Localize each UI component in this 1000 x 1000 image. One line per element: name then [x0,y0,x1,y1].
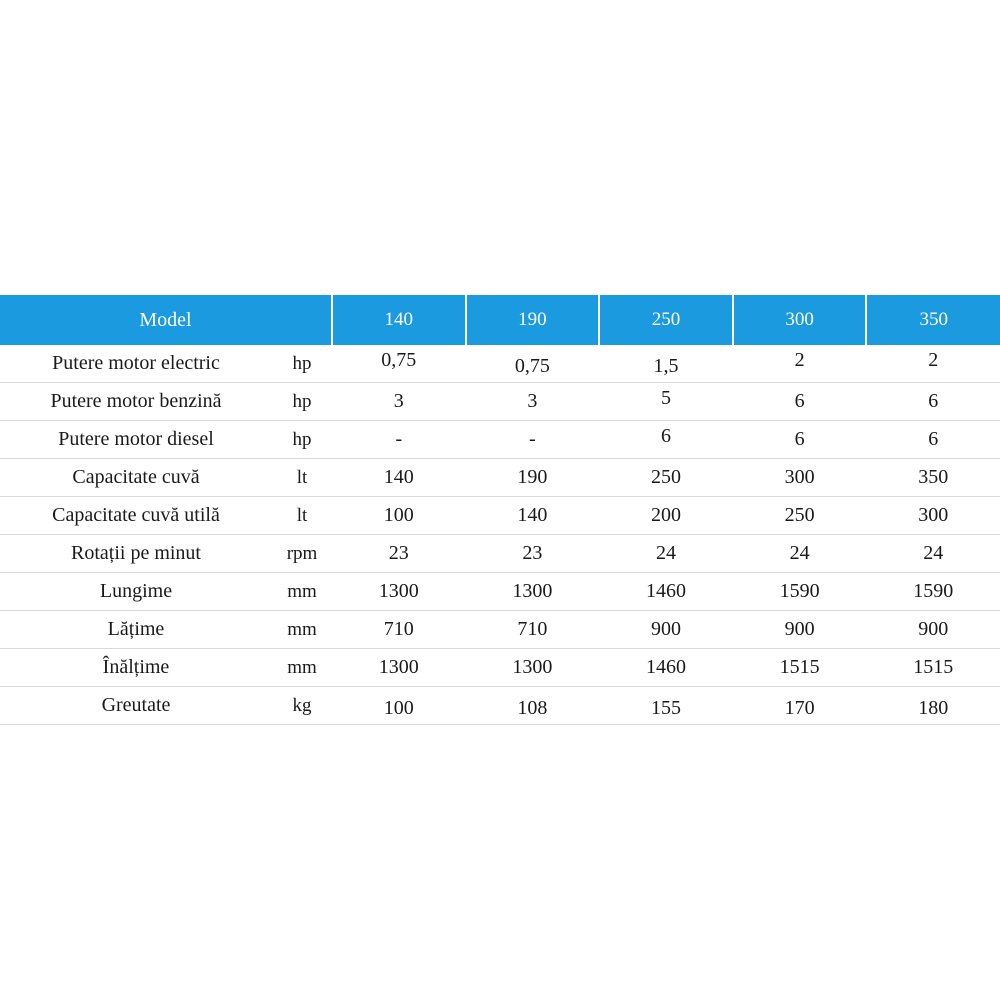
cell-value [866,497,1000,535]
cell-text: 6 [794,428,805,450]
cell-text: 900 [784,618,815,640]
cell-value [599,383,733,421]
cell-value [599,497,733,535]
cell-text: 710 [517,618,548,640]
row-unit: hp [272,383,332,421]
cell-value [599,611,733,649]
cell-text: 250 [650,466,681,488]
cell-value [332,383,466,421]
cell-text: 180 [918,697,949,719]
table-header-row [0,295,1000,345]
cell-text: 170 [784,697,815,719]
cell-text: 155 [650,697,681,719]
cell-value [332,497,466,535]
cell-value [866,649,1000,687]
table-row [0,535,1000,573]
cell-text: 108 [517,697,548,719]
cell-value [466,535,600,573]
table-row [0,687,1000,725]
cell-text: 6 [928,428,939,450]
cell-value [733,383,867,421]
row-unit: kg [272,687,332,725]
cell-text: 300 [918,504,949,526]
cell-text: - [395,428,403,450]
table-row [0,459,1000,497]
cell-value [466,383,600,421]
cell-text: 1,5 [653,355,679,377]
column-header-model-140: 140 [332,295,466,345]
cell-text: 300 [784,466,815,488]
cell-value [466,611,600,649]
cell-text: 100 [383,504,414,526]
cell-value [332,345,466,383]
cell-text: 710 [383,618,414,640]
cell-value [332,535,466,573]
cell-text: 24 [923,542,944,564]
cell-value [466,345,600,383]
row-unit: lt [272,497,332,535]
table-row [0,421,1000,459]
table-row [0,611,1000,649]
cell-text: 1460 [645,656,686,678]
cell-value [599,573,733,611]
cell-text: 350 [918,466,949,488]
cell-text: 1300 [512,656,553,678]
row-label: Lățime [0,611,272,649]
row-label: Putere motor benzină [0,383,272,421]
table-row [0,573,1000,611]
cell-text: 3 [393,390,404,412]
cell-text: 200 [650,504,681,526]
row-label: Rotații pe minut [0,535,272,573]
cell-text: 1590 [779,580,820,602]
cell-text: 1300 [512,580,553,602]
table-row [0,383,1000,421]
table-row [0,345,1000,383]
cell-value [733,611,867,649]
cell-value [733,687,867,725]
cell-text: 900 [650,618,681,640]
row-unit: hp [272,421,332,459]
column-header-model-250: 250 [599,295,733,345]
cell-text: 1300 [378,580,419,602]
cell-text: 1590 [913,580,954,602]
cell-text: 1515 [779,656,820,678]
column-header-model-300: 300 [733,295,867,345]
cell-value [733,459,867,497]
table-body [0,345,1000,725]
cell-value [466,687,600,725]
specifications-table [0,295,1000,725]
cell-text: 6 [928,390,939,412]
cell-text: 900 [918,618,949,640]
cell-value [733,649,867,687]
cell-text: 23 [388,542,409,564]
cell-value [466,573,600,611]
cell-value [733,421,867,459]
cell-value [866,421,1000,459]
column-header-model-190: 190 [466,295,600,345]
cell-value [866,535,1000,573]
cell-value [599,687,733,725]
cell-value [733,497,867,535]
cell-text: 190 [517,466,548,488]
cell-text: 5 [660,387,671,409]
cell-text: 2 [794,349,805,371]
row-label: Lungime [0,573,272,611]
row-unit: mm [272,611,332,649]
cell-value [599,535,733,573]
column-header-model-350: 350 [866,295,1000,345]
cell-value [332,459,466,497]
cell-value [599,459,733,497]
row-unit: rpm [272,535,332,573]
row-unit: mm [272,649,332,687]
cell-value [599,421,733,459]
cell-value [466,421,600,459]
cell-value [733,345,867,383]
row-unit: hp [272,345,332,383]
cell-value [866,345,1000,383]
cell-text: 23 [522,542,543,564]
cell-text: 6 [660,425,671,447]
cell-text: 1300 [378,656,419,678]
cell-text: 250 [784,504,815,526]
cell-value [866,459,1000,497]
table-header [0,295,1000,345]
cell-text: 100 [383,697,414,719]
cell-value [332,611,466,649]
cell-value [332,421,466,459]
cell-value [466,497,600,535]
cell-text: 1515 [913,656,954,678]
row-label: Înălțime [0,649,272,687]
specifications-table-container [0,295,1000,725]
cell-text: 140 [383,466,414,488]
cell-value [332,687,466,725]
cell-text: 0,75 [381,349,417,371]
cell-value [733,573,867,611]
row-unit: mm [272,573,332,611]
row-label: Capacitate cuvă [0,459,272,497]
cell-value [733,535,867,573]
row-unit: lt [272,459,332,497]
cell-value [466,649,600,687]
cell-value [332,649,466,687]
row-label: Capacitate cuvă utilă [0,497,272,535]
cell-value [866,611,1000,649]
row-label: Putere motor electric [0,345,272,383]
table-row [0,497,1000,535]
row-label: Putere motor diesel [0,421,272,459]
cell-value [866,687,1000,725]
cell-text: 0,75 [514,355,550,377]
cell-value [866,383,1000,421]
cell-value [866,573,1000,611]
cell-text: 2 [928,349,939,371]
cell-text: 3 [527,390,538,412]
cell-value [599,649,733,687]
table-row [0,649,1000,687]
column-header-model: Model [0,295,332,345]
cell-value [466,459,600,497]
cell-text: 24 [655,542,676,564]
cell-value [599,345,733,383]
cell-text: 24 [789,542,810,564]
cell-value [332,573,466,611]
cell-text: - [529,428,536,450]
row-label: Greutate [0,687,272,725]
cell-text: 140 [517,504,548,526]
cell-text: 1460 [645,580,686,602]
cell-text: 6 [794,390,805,412]
